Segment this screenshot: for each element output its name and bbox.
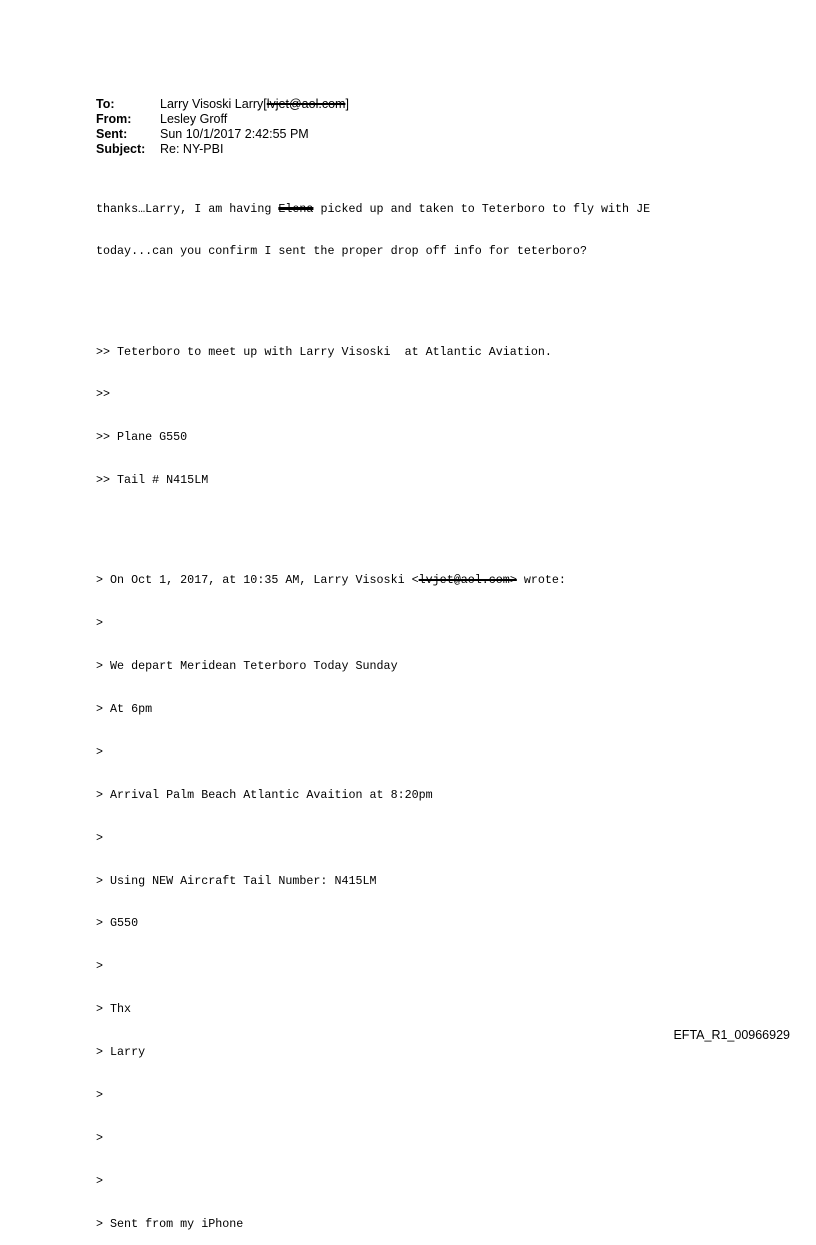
quote1-line: > <box>96 830 104 845</box>
subject-label: Subject: <box>96 142 146 156</box>
quote2-line: >> Tail # N415LM <box>96 473 209 488</box>
quote2-line: >> Plane G550 <box>96 430 188 445</box>
body-line-1-end: picked up and taken to Teterboro to fly with JE <box>313 201 651 216</box>
document-id: EFTA_R1_00966929 <box>673 1028 790 1042</box>
email-header <box>96 97 349 157</box>
to-name: Larry Visoski Larry[ <box>160 97 267 111</box>
from-value: Lesley Groff <box>160 112 228 126</box>
to-label: To: <box>96 97 115 111</box>
quote1-line: > <box>96 959 104 974</box>
subject-value: Re: NY-PBI <box>160 142 224 156</box>
quote1-intro <box>96 573 650 587</box>
quote2-line: >> <box>96 387 111 402</box>
subject-row <box>96 142 349 157</box>
quote1-intro-start: > On Oct 1, 2017, at 10:35 AM, Larry Visoski < <box>96 573 419 588</box>
quote1-line: > G550 <box>96 916 139 931</box>
quote1-line: > <box>96 1173 104 1188</box>
quote1-line: > <box>96 1088 104 1102</box>
quote1-line: > Arrival Palm Beach Atlantic Avaition at 8:20pm <box>96 787 433 802</box>
to-close: ] <box>345 97 349 111</box>
email-body <box>96 173 650 1245</box>
quote2-line: >> Teterboro to meet up with Larry Visoski at Atlantic Aviation. <box>96 344 552 359</box>
quote1-line: > Thx <box>96 1002 132 1017</box>
quote1-line: > Using NEW Aircraft Tail Number: N415LM <box>96 873 377 888</box>
quote1-line: > At 6pm <box>96 701 153 716</box>
quote1-line: > Larry <box>96 1045 146 1060</box>
quote1-line: > Sent from my iPhone <box>96 1216 244 1231</box>
quote1-intro-end: wrote: <box>516 573 566 588</box>
body-line-1 <box>96 202 650 216</box>
to-value <box>160 97 349 112</box>
blank-line <box>96 287 650 301</box>
blank-line <box>96 516 650 530</box>
from-row <box>96 112 349 127</box>
sent-label: Sent: <box>96 127 128 141</box>
body-line-2: today...can you confirm I sent the proper drop off info for teterboro? <box>96 244 587 259</box>
sent-row <box>96 127 349 142</box>
quote1-line: > <box>96 616 104 631</box>
to-row <box>96 97 349 112</box>
from-label: From: <box>96 112 132 126</box>
redacted-email: lvjet@aol.com> <box>418 573 517 588</box>
sent-value: Sun 10/1/2017 2:42:55 PM <box>160 127 309 141</box>
redacted-name: Elena <box>278 201 314 216</box>
quote1-line: > <box>96 1130 104 1145</box>
quote1-line: > <box>96 744 104 759</box>
body-line-1-start: thanks…Larry, I am having <box>96 201 279 216</box>
to-email-redacted: lvjet@aol.com <box>266 97 346 111</box>
quote1-line: > We depart Meridean Teterboro Today Sunday <box>96 659 398 674</box>
